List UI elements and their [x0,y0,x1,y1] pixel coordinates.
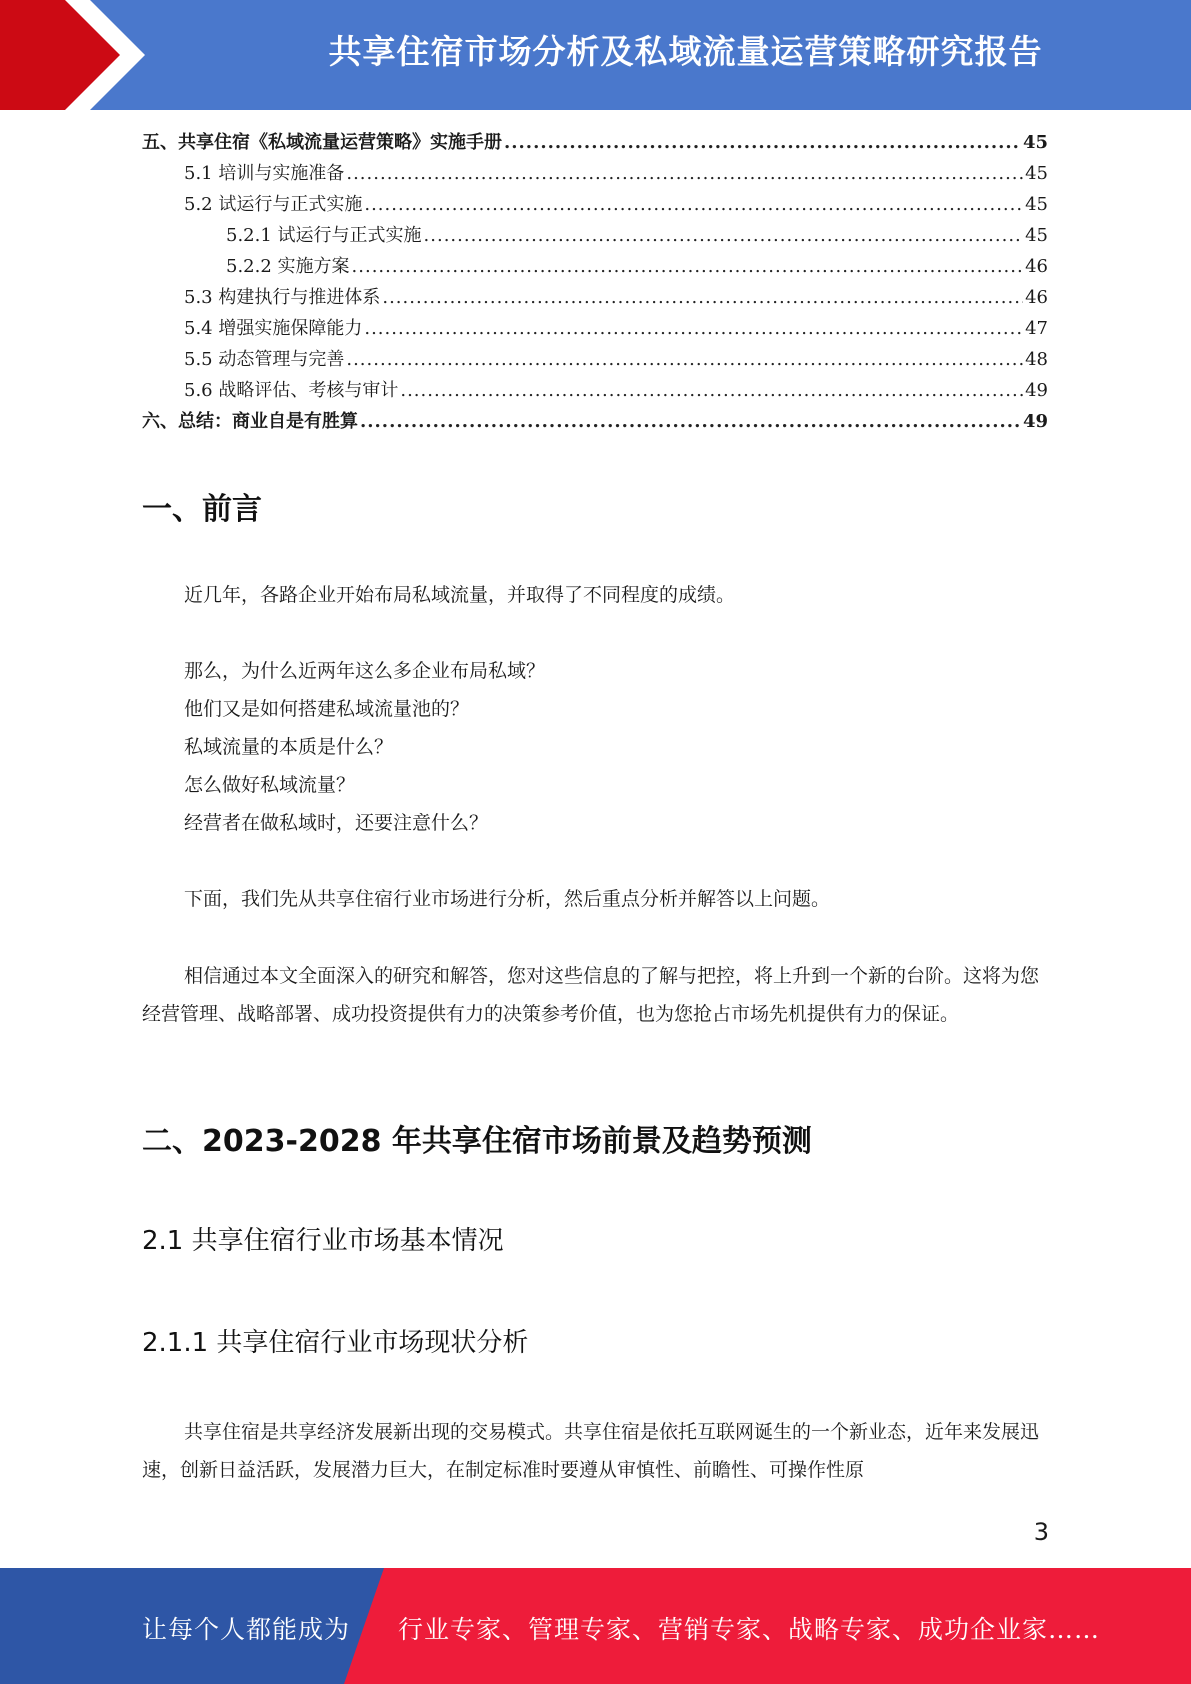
toc-leader-dots [360,411,1021,432]
toc-leader-dots [352,256,1024,277]
toc-entry[interactable] [142,283,1048,314]
toc-leader-dots [346,163,1023,184]
report-title: 共享住宿市场分析及私域流量运营策略研究报告 [328,32,1043,71]
question-line: 怎么做好私域流量？ [184,774,356,796]
toc-leader-dots [364,318,1023,339]
toc-entry[interactable] [142,376,1048,407]
body-paragraph: 共享住宿是共享经济发展新出现的交易模式。共享住宿是依托互联网诞生的一个新业态，近年来发展迅速，创新日益活跃，发展潜力巨大，在制定标准时要遵从审慎性、前瞻性、可操作性原 [142,1421,1040,1481]
toc-entry[interactable] [142,128,1048,159]
toc-leader-dots [364,194,1023,215]
preface-paragraph: 下面，我们先从共享住宿行业市场进行分析，然后重点分析并解答以上问题。 [184,888,831,910]
page-number: 3 [1033,1518,1049,1546]
header-arrow-decoration [0,0,160,110]
toc-entry-page: 45 [1025,225,1048,246]
toc-entry-title: 5.6 战略评估、考核与审计 [184,380,399,401]
toc-entry-title: 5.2.1 试运行与正式实施 [226,225,422,246]
toc-entry-title: 5.2.2 实施方案 [226,256,350,277]
toc-entry-title: 5.1 培训与实施准备 [184,163,345,184]
toc-entry-page: 47 [1025,318,1048,339]
page-footer [0,1568,1191,1684]
toc-entry-title: 五、共享住宿《私域流量运营策略》实施手册 [142,132,502,153]
toc-entry-title: 5.5 动态管理与完善 [184,349,345,370]
toc-entry-page: 45 [1025,163,1048,184]
subsection-heading: 2.1 共享住宿行业市场基本情况 [142,1226,504,1256]
footer-slogan-right: 行业专家、管理专家、营销专家、战略专家、成功企业家…… [398,1615,1101,1644]
toc-entry[interactable] [142,407,1048,438]
toc-entry-title: 5.3 构建执行与推进体系 [184,287,381,308]
toc-leader-dots [382,287,1023,308]
question-line: 他们又是如何搭建私域流量池的？ [184,698,470,720]
footer-slogan-left: 让每个人都能成为 [142,1615,351,1644]
toc-entry-page: 48 [1025,349,1048,370]
preface-intro: 近几年，各路企业开始布局私域流量，并取得了不同程度的成绩。 [184,584,736,606]
preface-questions [142,652,1048,842]
toc-entry-title: 5.2 试运行与正式实施 [184,194,363,215]
toc-entry[interactable] [142,252,1048,283]
section-heading-outlook: 二、2023-2028 年共享住宿市场前景及趋势预测 [142,1124,812,1159]
toc-entry-page: 49 [1022,411,1048,432]
toc-leader-dots [424,225,1024,246]
table-of-contents [142,128,1048,438]
page-header [0,0,1191,110]
toc-leader-dots [400,380,1023,401]
preface-paragraph: 相信通过本文全面深入的研究和解答，您对这些信息的了解与把控，将上升到一个新的台阶。这将为您经营管理、战略部署、成功投资提供有力的决策参考价值，也为您抢占市场先机提供有力的保证。 [142,965,1040,1025]
toc-entry[interactable] [142,190,1048,221]
toc-entry[interactable] [142,221,1048,252]
question-line: 私域流量的本质是什么？ [184,736,394,758]
question-line: 那么，为什么近两年这么多企业布局私域？ [184,660,546,682]
subsubsection-heading: 2.1.1 共享住宿行业市场现状分析 [142,1328,529,1358]
toc-entry-page: 46 [1025,287,1048,308]
toc-entry-title: 5.4 增强实施保障能力 [184,318,363,339]
toc-entry-page: 45 [1022,132,1048,153]
question-line: 经营者在做私域时，还要注意什么？ [184,812,489,834]
toc-entry[interactable] [142,345,1048,376]
toc-entry[interactable] [142,159,1048,190]
toc-leader-dots [346,349,1023,370]
section-heading-preface: 一、前言 [142,492,262,527]
toc-entry-title: 六、总结：商业自是有胜算 [142,411,358,432]
toc-leader-dots [504,132,1021,153]
toc-entry[interactable] [142,314,1048,345]
toc-entry-page: 46 [1025,256,1048,277]
toc-entry-page: 49 [1025,380,1048,401]
toc-entry-page: 45 [1025,194,1048,215]
